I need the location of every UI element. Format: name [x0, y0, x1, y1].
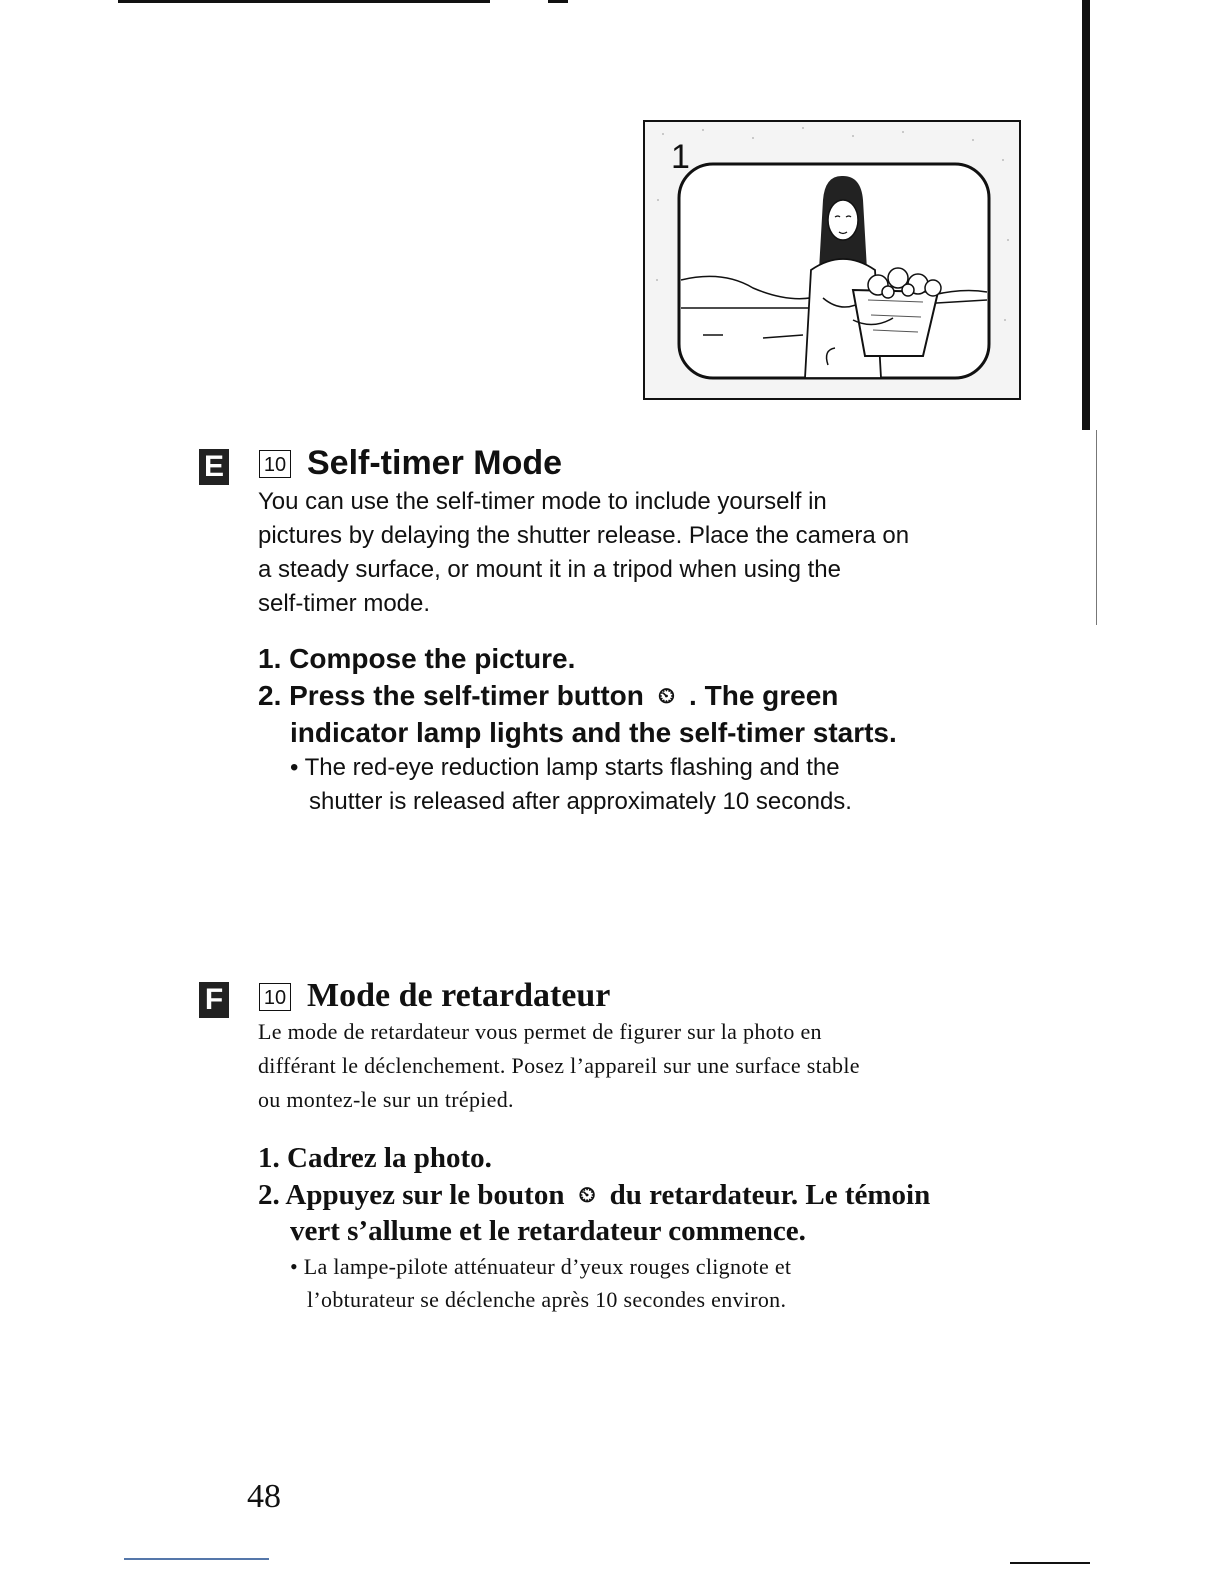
- self-timer-mode-icon: 10: [259, 450, 291, 478]
- step-1-fr: 1. Cadrez la photo.: [258, 1142, 492, 1174]
- intro-line: ou montez-le sur un trépied.: [258, 1087, 514, 1112]
- top-rule: [118, 0, 490, 3]
- section-title-fr: Mode de retardateur: [307, 977, 611, 1014]
- camera-viewfinder-illustration-icon: [643, 120, 1021, 400]
- step-1-en: 1. Compose the picture.: [258, 643, 576, 674]
- intro-line: pictures by delaying the shutter release. Place the camera on: [258, 522, 910, 549]
- language-badge-en: E: [199, 449, 229, 485]
- language-badge-fr: F: [199, 982, 229, 1018]
- page-number: 48: [247, 1478, 281, 1515]
- page-edge-bar: [1082, 0, 1090, 430]
- intro-line: You can use the self-timer mode to include yourself in: [258, 488, 827, 515]
- bullet-line-fr: l’obturateur se déclenche après 10 secondes environ.: [307, 1287, 787, 1312]
- bullet-line-en: • The red-eye reduction lamp starts flashing and the: [290, 754, 840, 781]
- top-rule-short: [548, 0, 568, 3]
- step-2-line2-fr: vert s’allume et le retardateur commence.: [290, 1215, 806, 1247]
- frame-number: 1: [671, 138, 690, 176]
- intro-paragraph-fr: [258, 1015, 1018, 1117]
- intro-line: différant le déclenchement. Posez l’appareil sur une surface stable: [258, 1053, 860, 1078]
- step-2-text: 2. Press the self-timer button: [258, 680, 644, 711]
- intro-line: Le mode de retardateur vous permet de figurer sur la photo en: [258, 1019, 822, 1044]
- step-2-en: [258, 677, 838, 715]
- self-timer-icon: ⏲: [578, 1182, 596, 1207]
- intro-line: self-timer mode.: [258, 590, 431, 617]
- intro-line: a steady surface, or mount it in a tripod when using the: [258, 556, 841, 583]
- page-edge-thin-line: [1096, 430, 1097, 625]
- step-2-line2-en: indicator lamp lights and the self-timer starts.: [290, 717, 897, 748]
- section-title-en: Self-timer Mode: [307, 444, 563, 482]
- step-2-text: 2. Appuyez sur le bouton: [258, 1179, 565, 1211]
- self-timer-icon: ⏲: [657, 683, 676, 708]
- step-2-text-cont: du retardateur. Le témoin: [609, 1179, 931, 1211]
- viewfinder-illustration: [643, 120, 1021, 400]
- step-2-fr: [258, 1177, 930, 1213]
- bullet-line-en: shutter is released after approximately 10 seconds.: [309, 788, 852, 815]
- bottom-rule-right: [1010, 1562, 1090, 1564]
- bottom-rule: [124, 1558, 269, 1560]
- step-2-text-cont: . The green: [689, 680, 839, 711]
- intro-paragraph-en: [258, 485, 1038, 621]
- self-timer-mode-icon: 10: [259, 983, 291, 1011]
- bullet-line-fr: • La lampe-pilote atténuateur d’yeux rouges clignote et: [290, 1254, 792, 1279]
